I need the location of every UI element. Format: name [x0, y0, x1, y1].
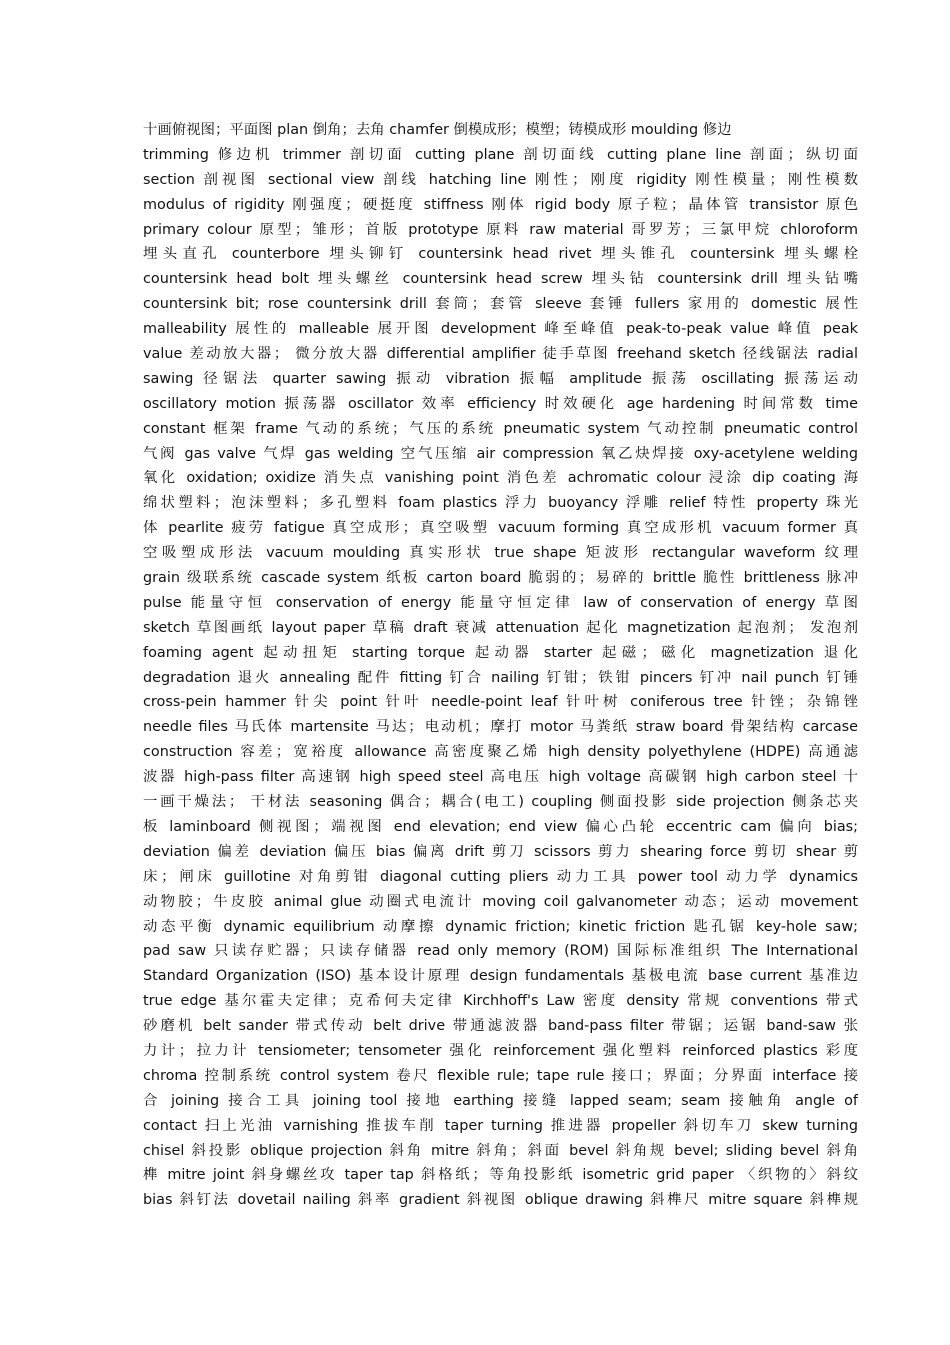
- text-line: countersink bit; rose countersink drill 套筒；套管 sleeve 套锤 fullers 家用的 domestic 展性: [143, 296, 858, 313]
- text-line: 力计；拉力计 tensiometer; tensometer 强化 reinforcement 强化塑料 reinforced plastics 彩度: [143, 1042, 858, 1059]
- text-line: 合 joining 接合工具 joining tool 接地 earthing 接缝 lapped seam; seam 接触角 angle of: [143, 1092, 858, 1109]
- text-line: 动物胶；牛皮胶 animal glue 动圈式电流计 moving coil galvanometer 动态；运动 movement: [143, 893, 858, 910]
- text-line: degradation 退火 annealing 配件 fitting 钉合 nailing 钉钳；铁钳 pincers 钉冲 nail punch 钉锤: [143, 669, 858, 686]
- text-line: cross-pein hammer 针尖 point 针叶 needle-point leaf 针叶树 coniferous tree 针锉；杂锦锉: [143, 694, 858, 711]
- text-line: pad saw 只读存贮器；只读存储器 read only memory (ROM) 国际标准组织 The International: [143, 943, 858, 960]
- text-line: 绵状塑料；泡沫塑料；多孔塑料 foam plastics 浮力 buoyancy 浮雕 relief 特性 property 珠光: [143, 495, 858, 512]
- text-line: 床；闸床 guillotine 对角剪钳 diagonal cutting pliers 动力工具 power tool 动力学 dynamics: [143, 868, 858, 885]
- text-line: trimming 修边机 trimmer 剖切面 cutting plane 剖切面线 cutting plane line 剖面；纵切面: [143, 146, 858, 163]
- text-line: 波器 high-pass filter 高速钢 high speed steel 高电压 high voltage 高碳钢 high carbon steel 十: [143, 769, 858, 786]
- text-line: 空吸塑成形法 vacuum moulding 真实形状 true shape 矩波形 rectangular waveform 纹理: [143, 545, 858, 562]
- text-line: oscillatory motion 振荡器 oscillator 效率 efficiency 时效硬化 age hardening 时间常数 time: [143, 395, 858, 412]
- text-line: chisel 斜投影 oblique projection 斜角 mitre 斜角；斜面 bevel 斜角规 bevel; sliding bevel 斜角: [143, 1142, 858, 1159]
- glossary-text: [143, 118, 858, 1213]
- text-line: sketch 草图画纸 layout paper 草稿 draft 衰减 attenuation 起化 magnetization 起泡剂； 发泡剂: [143, 619, 858, 636]
- text-line: 榫 mitre joint 斜身螺丝攻 taper tap 斜格纸；等角投影纸 isometric grid paper 〈织物的〉斜纹: [143, 1167, 858, 1184]
- text-line: constant 框架 frame 气动的系统；气压的系统 pneumatic system 气动控制 pneumatic control: [143, 420, 858, 437]
- text-line: 一画干燥法； 干材法 seasoning 偶合；耦合(电工) coupling 侧面投影 side projection 侧条芯夹: [143, 794, 858, 811]
- text-line: 体 pearlite 疲劳 fatigue 真空成形；真空吸塑 vacuum forming 真空成形机 vacuum former 真: [143, 520, 858, 537]
- text-line: construction 容差；宽裕度 allowance 高密度聚乙烯 high density polyethylene (HDPE) 高通滤: [143, 744, 858, 761]
- text-line: malleability 展性的 malleable 展开图 development 峰至峰值 peak-to-peak value 峰值 peak: [143, 321, 858, 338]
- text-line: 砂磨机 belt sander 带式传动 belt drive 带通滤波器 band-pass filter 带锯；运锯 band-saw 张: [143, 1018, 858, 1035]
- text-line: sawing 径锯法 quarter sawing 振动 vibration 振幅 amplitude 振荡 oscillating 振荡运动: [143, 370, 858, 387]
- text-line: pulse 能量守恒 conservation of energy 能量守恒定律 law of conservation of energy 草图: [143, 594, 858, 611]
- text-line: grain 级联系统 cascade system 纸板 carton board 脆弱的；易碎的 brittle 脆性 brittleness 脉冲: [143, 570, 858, 587]
- text-line: contact 扫上光油 varnishing 推拔车削 taper turning 推进器 propeller 斜切车刀 skew turning: [143, 1117, 858, 1134]
- text-line: 氧化 oxidation; oxidize 消失点 vanishing point 消色差 achromatic colour 浸涂 dip coating 海: [143, 470, 858, 487]
- text-line: 气阀 gas valve 气焊 gas welding 空气压缩 air compression 氧乙炔焊接 oxy-acetylene welding: [143, 445, 858, 462]
- text-line: foaming agent 起动扭矩 starting torque 起动器 starter 起磁；磁化 magnetization 退化: [143, 644, 858, 661]
- text-line: modulus of rigidity 刚强度；硬挺度 stiffness 刚体 rigid body 原子粒；晶体管 transistor 原色: [143, 196, 858, 213]
- text-line: countersink head bolt 埋头螺丝 countersink head screw 埋头钻 countersink drill 埋头钻嘴: [143, 271, 858, 288]
- text-line: 埋头直孔 counterbore 埋头铆钉 countersink head rivet 埋头锥孔 countersink 埋头螺栓: [143, 246, 858, 263]
- text-line: 板 laminboard 侧视图；端视图 end elevation; end view 偏心凸轮 eccentric cam 偏向 bias;: [143, 818, 858, 835]
- text-line: chroma 控制系统 control system 卷尺 flexible rule; tape rule 接口；界面；分界面 interface 接: [143, 1067, 858, 1084]
- text-line: true edge 基尔霍夫定律；克希何夫定律 Kirchhoff's Law 密度 density 常规 conventions 带式: [143, 993, 858, 1010]
- text-line: 十画俯视图；平面图 plan 倒角；去角 chamfer 倒模成形；模塑；铸模成形 moulding 修边: [143, 122, 732, 138]
- text-line: 动态平衡 dynamic equilibrium 动摩擦 dynamic friction; kinetic friction 匙孔锯 key-hole saw;: [143, 918, 858, 935]
- text-line: section 剖视图 sectional view 剖线 hatching line 刚性；刚度 rigidity 刚性模量；刚性模数: [143, 171, 858, 188]
- text-line: deviation 偏差 deviation 偏压 bias 偏离 drift 剪刀 scissors 剪力 shearing force 剪切 shear 剪: [143, 843, 858, 860]
- text-line: bias 斜钉法 dovetail nailing 斜率 gradient 斜视图 oblique drawing 斜榫尺 mitre square 斜榫规: [143, 1192, 858, 1209]
- text-line: value 差动放大器； 微分放大器 differential amplifier 徒手草图 freehand sketch 径线锯法 radial: [143, 346, 858, 363]
- text-line: primary colour 原型；雏形；首版 prototype 原料 raw material 哥罗芳；三氯甲烷 chloroform: [143, 221, 858, 238]
- text-line: Standard Organization (ISO) 基本设计原理 design fundamentals 基极电流 base current 基准边: [143, 968, 858, 985]
- text-line: needle files 马氏体 martensite 马达；电动机；摩打 motor 马粪纸 straw board 骨架结构 carcase: [143, 719, 858, 736]
